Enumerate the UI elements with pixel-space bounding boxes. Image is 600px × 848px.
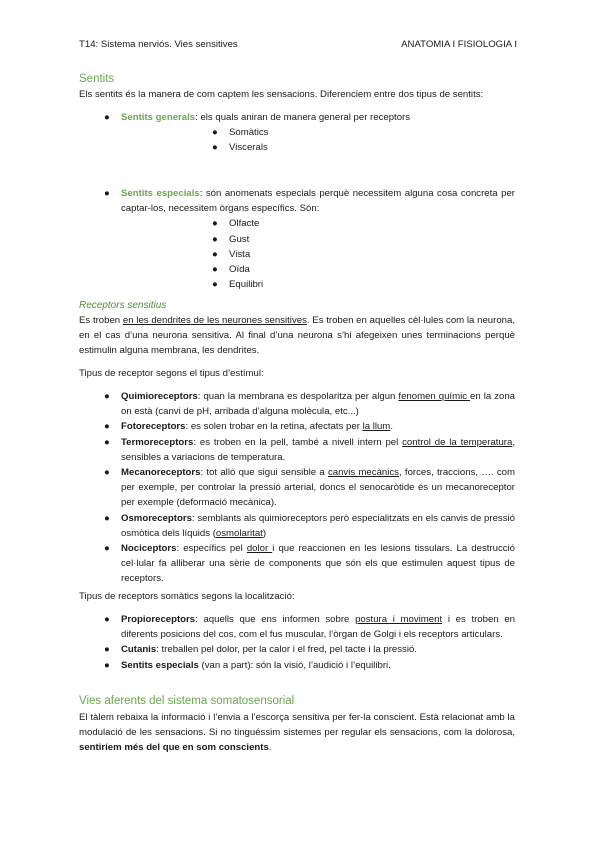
- text-run: : quan la membrana es despolaritza per algun: [197, 391, 399, 402]
- sentits-generals-block: [79, 110, 515, 156]
- underlined-text: osmolaritat: [215, 527, 263, 539]
- list-item: [79, 216, 515, 231]
- sub-item: Viscerals: [229, 142, 268, 154]
- text-run: .: [390, 421, 393, 433]
- section-title-receptors: Receptors sensitius: [79, 300, 167, 311]
- tipus-estimul-heading: Tipus de receptor segons el tipus d’estímul:: [79, 368, 264, 379]
- bullet-icon: ●: [104, 467, 110, 479]
- bullet-icon: ●: [104, 436, 110, 448]
- text-run: i es troben en diferents posicions del cos, com el fus muscular, l’òrgan de Golgi i els receptors articulars.: [121, 614, 515, 641]
- underlined-text: control de la temperatura: [402, 436, 513, 448]
- list-item: [79, 140, 515, 155]
- sub-item: Oïda: [229, 264, 250, 276]
- list-item: [79, 262, 515, 277]
- text-run: en la zona on està (canvi de pH, arribada d’alguna molècula, etc...): [121, 391, 515, 418]
- bullet-icon: ●: [104, 112, 110, 123]
- bullet-icon: ●: [212, 142, 218, 154]
- text-run: : semblants als quimioreceptors però especialitzats en els canvis de pressió osmòtica dels líquids (: [121, 512, 515, 539]
- list-item: [79, 389, 515, 419]
- receptor-term: Mecanoreceptors: [121, 467, 201, 479]
- bullet-icon: ●: [104, 614, 110, 625]
- sub-item: Somàtics: [229, 127, 269, 139]
- text-run: : tot allò que sigui sensible a: [200, 467, 328, 479]
- bullet-icon: ●: [212, 218, 218, 230]
- sentits-especials-block: [79, 186, 515, 292]
- sentits-generals-desc: : els quals aniran de manera general per receptors: [195, 112, 411, 123]
- text-run: ): [262, 527, 267, 539]
- list-item: [79, 612, 515, 642]
- receptor-term: Propioreceptors: [121, 614, 196, 625]
- underlined-text: dolor: [246, 543, 273, 555]
- sub-item: Olfacte: [229, 218, 260, 230]
- list-item: [79, 125, 515, 140]
- text-run: , forces, traccions, …. com per exemple, per controlar la pressió arterial, doncs el senocaròtide és un mecanoreceptor per exemple (deformació mecànica).: [121, 467, 515, 509]
- text-run: : treballen pel dolor, per la calor i el fred, pel tacte i la pressió.: [156, 644, 417, 656]
- text-run: : es solen trobar en la retina, afectats per: [185, 421, 363, 433]
- list-item: [79, 247, 515, 262]
- section-title-vies: Vies aferents del sistema somatosensorial: [79, 695, 295, 707]
- list-item: [79, 435, 515, 465]
- text-run: i que reaccionen en les lesions tissulars. La destrucció cel·lular fa alliberar una sèrie de components que són els que estimulen aquest tipus de receptors.: [121, 543, 516, 585]
- list-item: [79, 186, 515, 216]
- underlined-text: fenomen químic: [398, 391, 471, 402]
- list-item: [79, 642, 515, 657]
- sub-item: Gust: [229, 233, 250, 245]
- receptor-term: Osmoreceptors: [121, 512, 192, 524]
- bullet-icon: ●: [104, 512, 110, 524]
- text-run: El tàlem rebaixa la informació i l’envia a l’escorça sensitiva per fer-la conscient. Està relacionat amb la modulació de les sensacions. Si no tinguéssim sistemes per regular els sensacions, com la dolorosa,: [79, 712, 515, 739]
- bullet-icon: ●: [104, 391, 110, 402]
- header-subject: ANATOMIA I FISIOLOGIA I: [401, 39, 517, 50]
- section-title-sentits: Sentits: [79, 73, 115, 85]
- text-run: , sensibles a variacions de temperatura.: [121, 436, 515, 463]
- receptor-term: Nociceptors: [121, 543, 177, 555]
- term-sentits-especials: Sentits especials: [121, 188, 200, 199]
- bullet-icon: ●: [212, 279, 218, 291]
- sub-item: Equilibri: [229, 279, 264, 291]
- list-item: [79, 110, 515, 125]
- receptor-term: Cutanis: [121, 644, 157, 656]
- bullet-icon: ●: [212, 264, 218, 276]
- sentits-intro: Els sentits és la manera de com captem les sensacions. Diferenciem entre dos tipus de sentits:: [79, 89, 484, 100]
- text-run: .: [268, 742, 272, 754]
- text-run: (van a part): són la visió, l’audició i l’equilibri.: [198, 659, 391, 671]
- list-item: [79, 465, 515, 511]
- underlined-text: postura i moviment: [355, 614, 443, 625]
- estimul-list: [79, 389, 515, 587]
- list-item: [79, 541, 515, 587]
- header-topic: T14: Sistema nerviós. Vies sensitives: [79, 39, 238, 50]
- bullet-icon: ●: [104, 543, 110, 555]
- sub-item: Vista: [229, 248, 251, 260]
- text-run: : aquells que ens informen sobre: [195, 614, 356, 625]
- receptor-term: Termoreceptors: [121, 436, 194, 448]
- receptor-term: Quimioreceptors: [121, 391, 198, 402]
- bullet-icon: ●: [104, 644, 110, 656]
- vies-paragraph: [79, 710, 515, 756]
- localitzacio-list: [79, 612, 515, 673]
- underlined-text: canvis mecànics: [327, 467, 399, 479]
- bold-text: sentiríem més del que en som conscients: [79, 742, 269, 754]
- bullet-icon: ●: [104, 421, 110, 433]
- sentits-especials-desc: : són anomenats especials perquè necessitem alguna cosa concreta per captar-los, necessitem òrgans específics. Són:: [121, 188, 515, 215]
- list-item: [79, 232, 515, 247]
- text-run: Es troben: [79, 315, 123, 326]
- bullet-icon: ●: [212, 248, 218, 260]
- underlined-text: en les dendrites de les neurones sensitives: [122, 315, 307, 326]
- bullet-icon: ●: [104, 659, 110, 671]
- receptors-paragraph: [79, 313, 515, 359]
- bullet-icon: ●: [212, 127, 218, 139]
- receptor-term: Sentits especials: [121, 659, 199, 671]
- tipus-localitzacio-heading: Tipus de receptors somàtics segons la localització:: [79, 591, 295, 602]
- list-item: [79, 419, 515, 434]
- bullet-icon: ●: [104, 188, 110, 199]
- list-item: [79, 511, 515, 541]
- list-item: [79, 658, 515, 673]
- receptor-term: Fotoreceptors: [121, 421, 186, 433]
- text-run: : es troben en la pell, també a nivell intern pel: [193, 436, 403, 448]
- text-run: : específics pel: [176, 543, 247, 555]
- text-run: . Es troben en aquelles cèl·lules com la neurona, en el cas d’una neurona sensitiva. Al final d’una neurona s’hi afegeixen unes terminacions perquè estimulin alguna membrana, les dendrites.: [79, 315, 515, 357]
- bullet-icon: ●: [212, 233, 218, 245]
- underlined-text: la llum: [362, 421, 391, 433]
- list-item: [79, 277, 515, 292]
- term-sentits-generals: Sentits generals: [121, 112, 196, 123]
